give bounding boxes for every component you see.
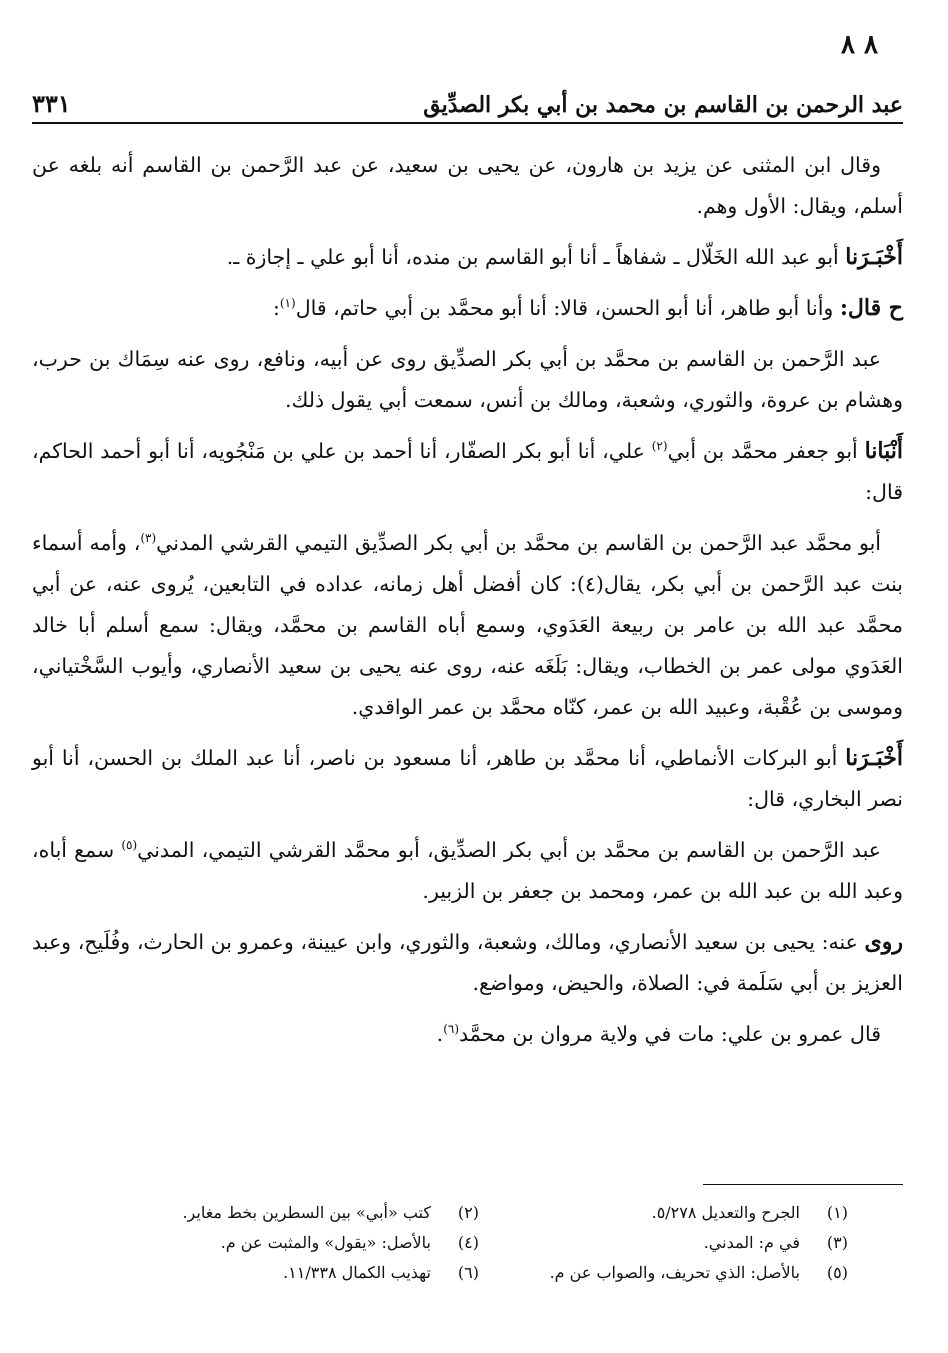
footnote: (٣) في م: المدني. bbox=[703, 1233, 848, 1252]
page-header bbox=[32, 78, 903, 124]
corner-mark: ٨ ٨ bbox=[841, 30, 878, 60]
footnote-ref: (٦) bbox=[443, 1022, 460, 1037]
footnotes bbox=[140, 1200, 848, 1286]
footnote-ref: (٣) bbox=[140, 531, 157, 546]
page-number: ٣٣١ bbox=[32, 89, 71, 118]
footnote-ref: (٢) bbox=[651, 439, 668, 454]
paragraph: أَخْبَـرَنا أبو البركات الأنماطي، أنا محمَّد بن طاهر، أنا مسعود بن ناصر، أنا عبد الملك بن الحسن، أنا أبو نصر البخاري، قال: bbox=[32, 745, 903, 811]
paragraph: روى عنه: يحيى بن سعيد الأنصاري، ومالك، وشعبة، والثوري، وابن عيينة، وعمرو بن الحارث، وفُلَيح، وعبد العزيز بن أبي سَلَمة في: الصلاة، والحيض، ومواضع. bbox=[32, 929, 903, 995]
running-title: عبد الرحمن بن القاسم بن محمد بن أبي بكر الصدِّيق bbox=[423, 92, 903, 118]
footnote-ref: (٥) bbox=[121, 838, 138, 853]
footnote: (٤) بالأصل: «يقول» والمثبت عن م. bbox=[220, 1233, 479, 1252]
paragraph: أبو محمَّد عبد الرَّحمن بن القاسم بن محمَّد بن أبي بكر الصدِّيق التيمي القرشي المدني$^{(٣)}$، وأمه أسماء بنت عبد الرَّحمن بن أبي بكر، يقال(٤): كان أفضل أهل زمانه، عداده في التابعين، يُروى عنه، عن أبي محمَّد عبد الله بن عامر بن ربيعة العَدَوي، وسمع أباه القاسم بن محمَّد، ويقال: سمع أسلم أبا خالد العَدَوي مولى عمر بن الخطاب، ويقال: بَلَغَه عنه، روى عنه يحيى بن سعيد الأنصاري، وأيوب السَّخْتياني، وموسى بن عُقْبة، وعبيد الله بن عمر، كنّاه محمَّد بن عمر الواقدي. bbox=[32, 531, 904, 719]
footnote: (٥) بالأصل: الذي تحريف، والصواب عن م. bbox=[549, 1263, 848, 1282]
isnad-lead: أَنْبَانا bbox=[864, 438, 903, 464]
paragraph: وقال ابن المثنى عن يزيد بن هارون، عن يحيى بن سعيد، عن عبد الرَّحمن بن القاسم أنه بلغه عن أسلم، ويقال: الأول وهم. bbox=[32, 153, 903, 218]
isnad-lead: ح قال: bbox=[839, 295, 903, 321]
paragraph: ح قال: وأنا أبو طاهر، أنا أبو الحسن، قالا: أنا أبو محمَّد بن أبي حاتم، قال$^{(١)}$: bbox=[272, 295, 903, 321]
paragraph: أَنْبَانا أبو جعفر محمَّد بن أبي$^{(٢)}$ علي، أنا أبو بكر الصفّار، أنا أحمد بن علي بن مَنْجُويه، أنا أبو أحمد الحاكم، قال: bbox=[32, 438, 903, 504]
isnad-lead: أَخْبَـرَنا bbox=[845, 745, 903, 771]
footnote: (٦) تهذيب الكمال ١١/٣٣٨. bbox=[283, 1263, 479, 1282]
isnad-lead: أَخْبَـرَنا bbox=[845, 244, 903, 270]
paragraph: قال عمرو بن علي: مات في ولاية مروان بن محمَّد$^{(٦)}$. bbox=[436, 1022, 881, 1046]
footnote-divider bbox=[703, 1184, 903, 1185]
main-text bbox=[32, 145, 903, 1065]
footnote: (١) الجرح والتعديل ٥/٢٧٨. bbox=[651, 1203, 848, 1222]
paragraph: عبد الرَّحمن بن القاسم بن محمَّد بن أبي بكر الصدِّيق، أبو محمَّد القرشي التيمي، المدني$^{(٥)}$ سمع أباه، وعبد الله بن عبد الله بن عمر، ومحمد بن جعفر بن الزبير. bbox=[32, 838, 903, 903]
paragraph: عبد الرَّحمن بن القاسم بن محمَّد بن أبي بكر الصدِّيق روى عن أبيه، ونافع، روى عنه سِمَاك بن حرب، وهشام بن عروة، والثوري، وشعبة، ومالك بن أنس، سمعت أبي يقول ذلك. bbox=[32, 347, 903, 412]
isnad-lead: روى bbox=[864, 929, 903, 955]
footnote: (٢) كتب «أبي» بين السطرين بخط مغاير. bbox=[182, 1203, 479, 1222]
paragraph: أَخْبَـرَنا أبو عبد الله الخَلّال ـ شفاهاً ـ أنا أبو القاسم بن منده، أنا أبو علي ـ إجازة ـ. bbox=[226, 244, 903, 270]
footnote-ref: (١) bbox=[279, 296, 296, 311]
